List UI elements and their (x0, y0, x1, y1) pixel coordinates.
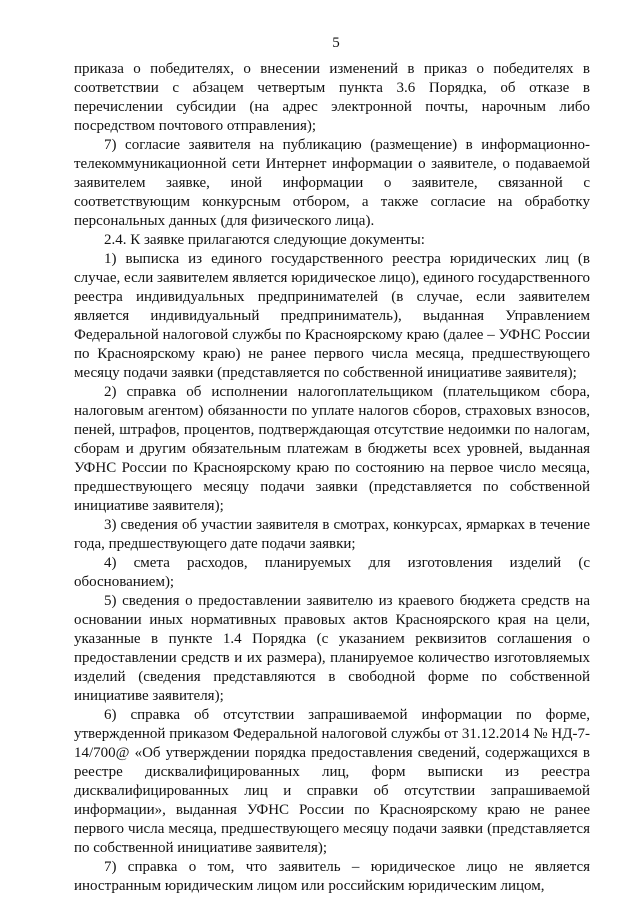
document-body (74, 60, 590, 896)
paragraph-item-1-extract: 1) выписка из единого государственного реестра юридических лиц (в случае, если заявителем является юридическое лицо), единого государственного реестра индивидуальных предпринимателей (в случае, если заявителем является индивидуальный предприниматель), выданная Управлением Федеральной налоговой службы по Красноярскому краю (далее – УФНС России по Красноярскому краю) не ранее первого числа месяца, предшествующего месяцу подачи заявки (представляется по собственной инициативе заявителя); (74, 251, 590, 381)
page-number: 5 (332, 35, 340, 51)
paragraph-continuation: приказа о победителях, о внесении изменений в приказ о победителях в соответствии с абзацем четвертым пункта 3.6 Порядка, об отказе в перечислении субсидии (на адрес электронной почты, нарочным либо посредством почтового отправления); (74, 61, 590, 134)
paragraph-item-7-consent: 7) согласие заявителя на публикацию (размещение) в информационно-телекоммуникационной сети Интернет информации о заявителе, о подаваемой заявителем заявке, иной информации о заявителе, связанной с соответствующим конкурсным отбором, а также согласие на обработку персональных данных (для физического лица). (74, 137, 590, 229)
paragraph-item-4-estimate: 4) смета расходов, планируемых для изготовления изделий (с обоснованием); (74, 555, 590, 590)
paragraph-item-6-disqualification: 6) справка об отсутствии запрашиваемой информации по форме, утвержденной приказом Федеральной налоговой службы от 31.12.2014 № НД-7-14/700@ «Об утверждении порядка предоставления сведений, содержащихся в реестре дисквалифицированных лиц, форм выписки из реестра дисквалифицированных лиц и справки об отсутствии запрашиваемой информации», выданная УФНС России по Красноярскому краю не ранее первого числа месяца, предшествующего месяцу подачи заявки (представляется по собственной инициативе заявителя); (74, 707, 590, 856)
paragraph-item-5-funding: 5) сведения о предоставлении заявителю из краевого бюджета средств на основании иных нормативных правовых актов Красноярского края на цели, указанные в пункте 1.4 Порядка (с указанием реквизитов соглашения о предоставлении средств и их размера), планируемое количество изготовляемых изделий (сведения представляются в свободной форме по собственной инициативе заявителя); (74, 593, 590, 704)
paragraph-section-2-4: 2.4. К заявке прилагаются следующие документы: (104, 232, 425, 248)
paragraph-item-2-tax-certificate: 2) справка об исполнении налогоплательщиком (плательщиком сбора, налоговым агентом) обязанности по уплате налогов сборов, страховых взносов, пеней, штрафов, процентов, подтверждающая отсутствие недоимки по налогам, сборам и другим обязательным платежам в бюджеты всех уровней, выданная УФНС России по Красноярскому краю по состоянию на первое число месяца, предшествующего месяцу подачи заявки (представляется по собственной инициативе заявителя); (74, 384, 590, 514)
paragraph-item-7-legal-entity: 7) справка о том, что заявитель – юридическое лицо не является иностранным юридическим лицом или российским юридическим лицом, (74, 859, 590, 894)
paragraph-item-3-participation: 3) сведения об участии заявителя в смотрах, конкурсах, ярмарках в течение года, предшествующего дате подачи заявки; (74, 517, 590, 552)
